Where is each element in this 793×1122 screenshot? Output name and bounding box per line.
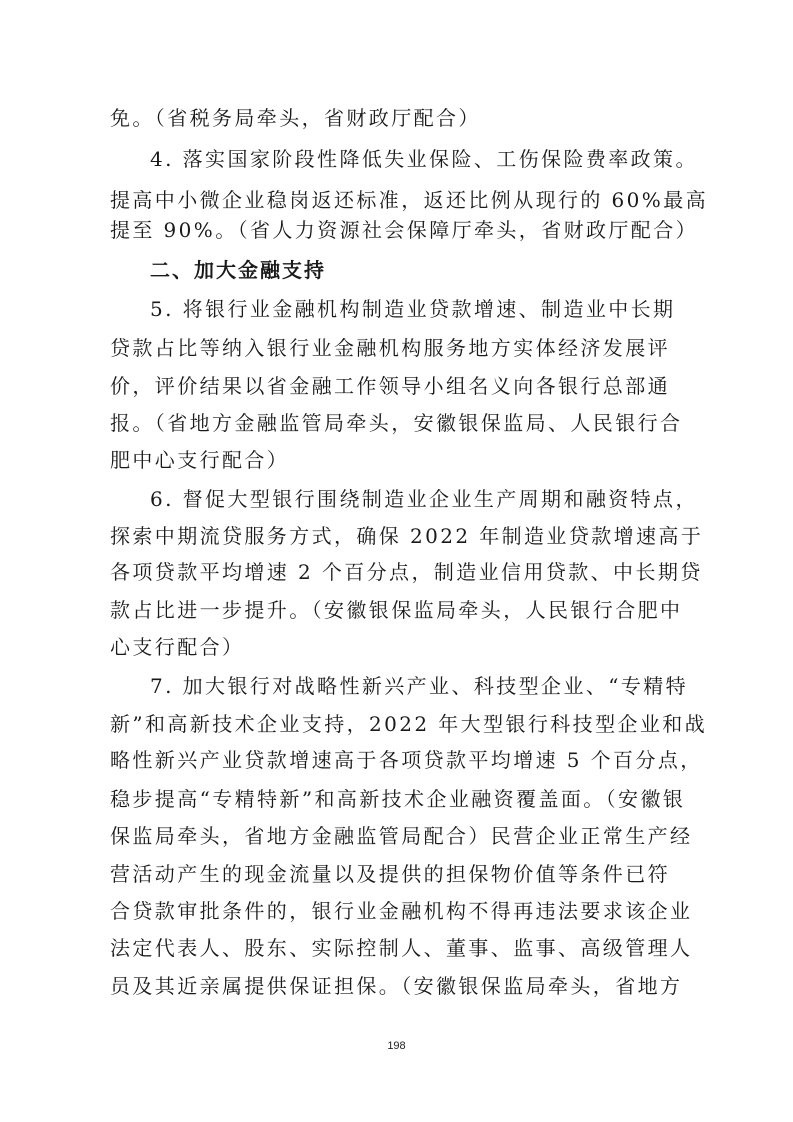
text-line: 免。（省税务局牵头，省财政厅配合） xyxy=(110,106,481,130)
text-line: 保监局牵头，省地方金融监管局配合）民营企业正常生产经 xyxy=(110,824,693,848)
paragraph-5-start: 5. 将银行业金融机构制造业贷款增速、制造业中长期 xyxy=(150,297,676,321)
text-line: 肥中心支行配合） xyxy=(110,448,290,472)
text-line: 贷款占比等纳入银行业金融机构服务地方实体经济发展评 xyxy=(110,336,670,360)
text-line: 款占比进一步提升。（安徽银保监局牵头，人民银行合肥中 xyxy=(110,598,683,622)
text-line: 各项贷款平均增速 2 个百分点，制造业信用贷款、中长期贷 xyxy=(110,560,703,584)
text-line: 新”和高新技术企业支持，2022 年大型银行科技型企业和战 xyxy=(110,712,708,736)
paragraph-6-start: 6. 督促大型银行围绕制造业企业生产周期和融资特点， xyxy=(150,487,698,511)
text-line: 心支行配合） xyxy=(110,635,245,659)
paragraph-4-start: 4. 落实国家阶段性降低失业保险、工伤保险费率政策。 xyxy=(150,147,698,171)
text-line: 提至 90%。（省人力资源社会保障厅牵头，省财政厅配合） xyxy=(110,218,699,242)
text-line: 报。（省地方金融监管局牵头，安徽银保监局、人民银行合 xyxy=(110,411,683,435)
paragraph-7-start: 7. 加大银行对战略性新兴产业、科技型企业、“专精特 xyxy=(150,674,689,698)
text-line: 稳步提高“专精特新”和高新技术企业融资覆盖面。（安徽银 xyxy=(110,787,686,811)
text-line: 营活动产生的现金流量以及提供的担保物价值等条件已符 xyxy=(110,862,670,886)
page-number: 198 xyxy=(387,1040,406,1052)
text-line: 合贷款审批条件的，银行业金融机构不得再违法要求该企业 xyxy=(110,899,693,923)
text-line: 略性新兴产业贷款增速高于各项贷款平均增速 5 个百分点， xyxy=(110,748,703,772)
text-line: 法定代表人、股东、实际控制人、董事、监事、高级管理人 xyxy=(110,936,693,960)
text-line: 价，评价结果以省金融工作领导小组名义向各银行总部通 xyxy=(110,374,670,398)
text-line: 提高中小微企业稳岗返还标准，返还比例从现行的 60%最高 xyxy=(110,188,709,212)
text-line: 探索中期流贷服务方式，确保 2022 年制造业贷款增速高于 xyxy=(110,524,704,548)
text-line: 员及其近亲属提供保证担保。（安徽银保监局牵头，省地方 xyxy=(110,974,683,998)
section-heading: 二、加大金融支持 xyxy=(150,258,326,282)
